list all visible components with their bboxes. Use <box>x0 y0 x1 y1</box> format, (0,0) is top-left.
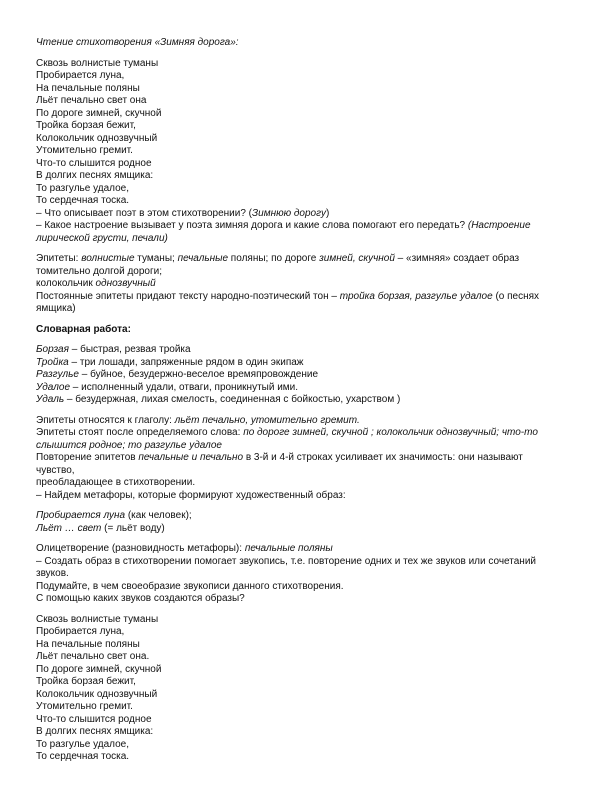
vocab-item: Удаль – безудержная, лихая смелость, соединенная с бойкостью, ухарством ) <box>36 394 401 405</box>
epithets-line: томительно долгой дороги; <box>36 265 162 277</box>
poem-line: Пробирается луна, <box>36 70 125 81</box>
poem-line: То разгулье удалое, <box>36 182 129 194</box>
poem-line: Утомительно гремит. <box>36 145 133 156</box>
vocab-item: Борзая – быстрая, резвая тройка <box>36 344 191 355</box>
poem-line: В долгих песнях ямщика: <box>36 170 154 181</box>
personification-block <box>36 543 552 606</box>
vocab-list <box>36 344 552 407</box>
personification-line: – Создать образ в стихотворении помогает звукопись, т.е. повторение одних и тех же звуков или сочетаний <box>36 555 536 567</box>
analysis-line: Эпитеты стоят после определяемого слова: по дороге зимней, скучной ; колокольчик однозвучный; что-то <box>36 427 538 438</box>
vocab-item: Разгулье – буйное, безудержно-веселое времяпровождение <box>36 369 319 380</box>
poem-line: Колокольчик однозвучный <box>36 688 158 700</box>
vocab-heading: Словарная работа: <box>36 323 131 335</box>
poem-line: На печальные поляны <box>36 638 140 650</box>
analysis-line: Эпитеты относятся к глаголу: льёт печально, утомительно гремит. <box>36 414 360 426</box>
poem-line: Сквозь волнистые туманы <box>36 57 159 69</box>
personification-line: Олицетворение (разновидность метафоры): печальные поляны <box>36 543 333 554</box>
poem-line: Пробирается луна, <box>36 626 125 637</box>
analysis-line: Повторение эпитетов печальные и печально в 3-й и 4-й строках усиливает их значимость: они называют чувство, <box>36 452 523 476</box>
personification-line: С помощью каких звуков создаются образы? <box>36 593 245 604</box>
question-1: – Что описывает поэт в этом стихотворении? (Зимнюю дорогу) <box>36 207 330 219</box>
epithets-line: ямщика) <box>36 303 76 314</box>
poem-line: Тройка борзая бежит, <box>36 676 136 687</box>
vocab-item: Тройка – три лошади, запряженные рядом в один экипаж <box>36 356 304 368</box>
analysis-line: преобладающее в стихотворении. <box>36 477 196 488</box>
poem-line: По дороге зимней, скучной <box>36 663 162 675</box>
metaphors-block <box>36 510 552 535</box>
poem-line: По дороге зимней, скучной <box>36 107 162 119</box>
poem-line: Что-то слышится родное <box>36 713 152 725</box>
question-2: – Какое настроение вызывает у поэта зимняя дорога и какие слова помогают его передать? (Настроение <box>36 220 531 231</box>
analysis-block <box>36 415 552 503</box>
poem-line: На печальные поляны <box>36 82 140 94</box>
metaphor-item: Пробирается луна (как человек); <box>36 510 192 521</box>
epithets-line: колокольчик однозвучный <box>36 278 156 289</box>
epithets-line: Эпитеты: волнистые туманы; печальные поляны; по дороге зимней, скучной – «зимняя» создает образ <box>36 253 520 264</box>
poem-line: В долгих песнях ямщика: <box>36 726 154 737</box>
vocab-item: Удалое – исполненный удали, отваги, проникнутый ими. <box>36 381 299 393</box>
analysis-line: – Найдем метафоры, которые формируют художественный образ: <box>36 489 346 501</box>
poem-line: Льёт печально свет она <box>36 95 147 106</box>
personification-line: звуков. <box>36 568 69 579</box>
metaphor-item: Льёт … свет (= льёт воду) <box>36 522 165 534</box>
poem-first <box>36 58 552 208</box>
analysis-line: слышится родное; то разгулье удалое <box>36 439 222 451</box>
intro-line: Чтение стихотворения «Зимняя дорога»: <box>36 37 239 48</box>
question-2-cont: лирической грусти, печали) <box>36 232 168 244</box>
poem-line: Сквозь волнистые туманы <box>36 613 159 625</box>
epithets-block <box>36 253 552 316</box>
poem-line: Что-то слышится родное <box>36 157 152 169</box>
poem-line: Тройка борзая бежит, <box>36 120 136 131</box>
poem-second <box>36 614 552 764</box>
poem-line: Утомительно гремит. <box>36 701 133 712</box>
poem-line: То сердечная тоска. <box>36 751 130 762</box>
personification-line: Подумайте, в чем своеобразие звукописи данного стихотворения. <box>36 580 344 592</box>
poem-line: То разгулье удалое, <box>36 738 129 750</box>
poem-line: Льёт печально свет она. <box>36 651 150 662</box>
poem-line: То сердечная тоска. <box>36 195 130 206</box>
epithets-line: Постоянные эпитеты придают тексту народно-поэтический тон – тройка борзая, разгулье удалое (о песнях <box>36 290 540 302</box>
poem-line: Колокольчик однозвучный <box>36 132 158 144</box>
